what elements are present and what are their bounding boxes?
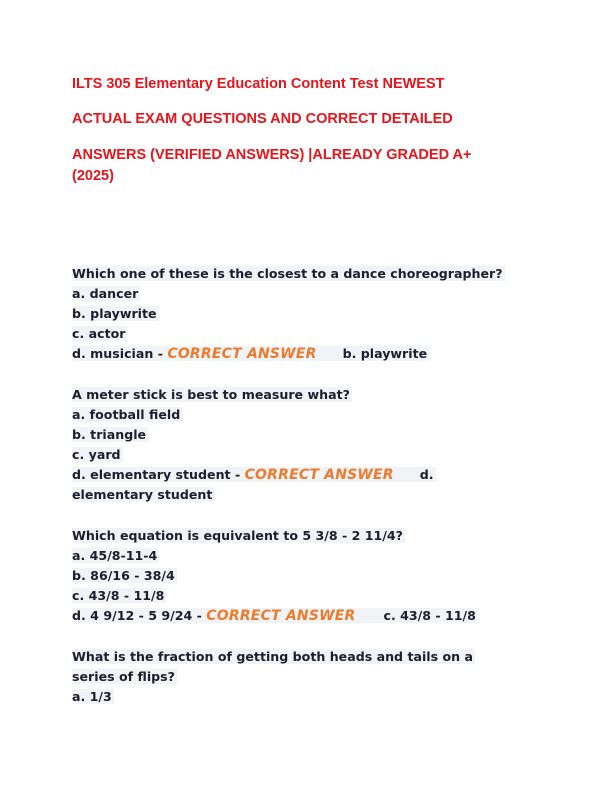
option-a: a. football field bbox=[72, 407, 181, 422]
correct-answer-label: CORRECT ANSWER bbox=[244, 467, 394, 483]
question-block-4 bbox=[72, 647, 572, 707]
correct-answer-label: CORRECT ANSWER bbox=[167, 346, 317, 362]
option-d: d. elementary student - bbox=[72, 467, 241, 482]
option-d: d. 4 9/12 - 5 9/24 - bbox=[72, 608, 202, 623]
question-text: Which one of these is the closest to a dance choreographer? bbox=[72, 266, 503, 281]
answer-text-part2: elementary student bbox=[72, 487, 213, 502]
question-text-line-2: series of flips? bbox=[72, 669, 175, 684]
title-line-2: ACTUAL EXAM QUESTIONS AND CORRECT DETAILED bbox=[72, 111, 453, 127]
option-c: c. 43/8 - 11/8 bbox=[72, 588, 165, 603]
option-a: a. dancer bbox=[72, 286, 139, 301]
question-block-3 bbox=[72, 526, 572, 626]
question-block-2 bbox=[72, 385, 572, 505]
option-c: c. actor bbox=[72, 326, 126, 341]
question-text: Which equation is equivalent to 5 3/8 - 2 11/4? bbox=[72, 528, 403, 543]
answer-text: b. playwrite bbox=[342, 346, 428, 361]
answer-text-part1: d. bbox=[419, 467, 434, 482]
option-b: b. 86/16 - 38/4 bbox=[72, 568, 175, 583]
correct-answer-label: CORRECT ANSWER bbox=[206, 608, 356, 624]
question-text-line-1: What is the fraction of getting both heads and tails on a bbox=[72, 649, 473, 664]
option-a: a. 1/3 bbox=[72, 689, 112, 704]
option-a: a. 45/8-11-4 bbox=[72, 548, 158, 563]
option-d: d. musician - bbox=[72, 346, 163, 361]
title-line-4: (2025) bbox=[72, 168, 114, 184]
title-line-3: ANSWERS (VERIFIED ANSWERS) |ALREADY GRADED A+ bbox=[72, 147, 472, 163]
title-line-1: ILTS 305 Elementary Education Content Test NEWEST bbox=[72, 76, 445, 92]
option-b: b. triangle bbox=[72, 427, 147, 442]
option-c: c. yard bbox=[72, 447, 121, 462]
question-text: A meter stick is best to measure what? bbox=[72, 387, 350, 402]
option-b: b. playwrite bbox=[72, 306, 157, 321]
answer-text: c. 43/8 - 11/8 bbox=[383, 608, 476, 623]
question-block-1 bbox=[72, 264, 572, 364]
